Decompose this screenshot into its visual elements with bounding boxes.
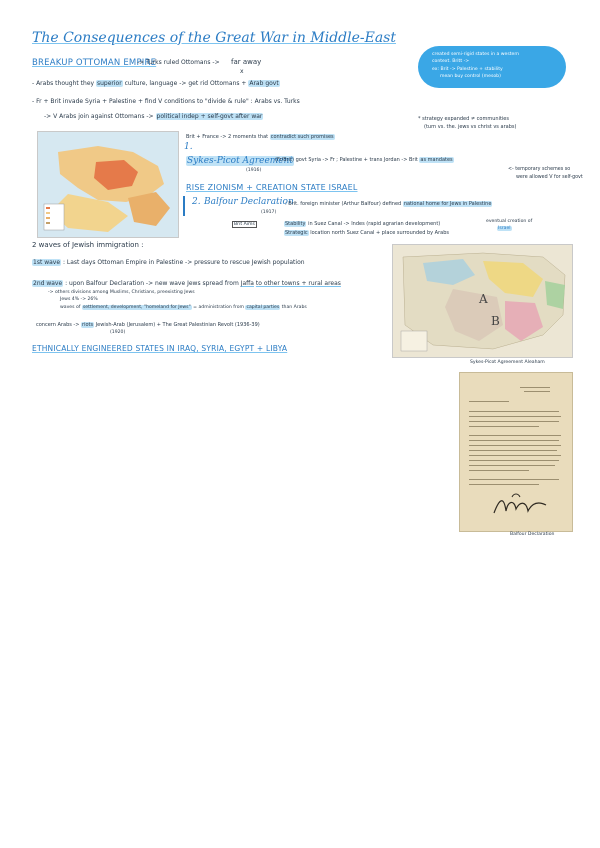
waves-sub-2: Jews 4% -> 26% [60,297,98,302]
sykes-picot-map-image [392,244,573,358]
accent-bar [183,196,185,216]
strategic-line [284,230,449,236]
highlight-arab-govt: Arab govt [249,80,279,87]
ottoman-map-graphic [38,132,178,237]
jaffa-text: Jaffa [240,280,254,287]
sykes-picot-label: Sykes-Picot Agreement [187,156,294,166]
balfour-desc [285,201,492,207]
text-span: to other towns + rural areas [255,280,341,287]
text-span: -> V Arabs join against Ottomans -> [44,113,154,120]
highlight-capital: capital parties [246,305,280,310]
waves-sub-3 [60,305,307,310]
text-span: location north Suez Canal + place surrounded by Arabs [310,230,449,236]
map-label-b: B [491,314,500,328]
highlight-indep: political indep + self-govt after war [156,113,263,120]
strategy-note-1: * strategy expanded ≠ communities [418,116,509,122]
note-bubble [418,46,566,88]
balfour-year: (1917) [261,210,277,215]
x-mark: x [240,68,244,75]
highlight-second-wave: 2nd wave [33,280,63,287]
page-title: The Consequences of the Great War in Middle-East [32,30,396,46]
strategy-note-2: (turn vs. the. jews vs christ vs arabs) [424,124,517,130]
text-span: in Suez Canal -> Indes (rapid agrarian development) [308,221,441,227]
text-span: = administration from [193,305,244,310]
text-span: than Arabs [281,305,307,310]
waves-sub-4 [36,322,260,328]
brit-aims-box: Brit Aims [234,222,255,227]
section-heading-zionism: RISE ZIONISM + CREATION STATE ISRAEL [186,183,358,192]
second-wave-line [32,280,341,287]
ottoman-arrow-text: -> Turks ruled Ottomans -> [137,59,220,66]
ottoman-line-3 [44,113,263,120]
highlight-strategic: Strategic [285,230,308,236]
sykes-year: (1916) [246,168,262,173]
text-span: culture, language -> [124,80,187,87]
ottoman-line-1 [32,80,280,87]
sykes-desc [275,157,454,163]
map-label-a: A [479,292,488,306]
first-wave-line [32,259,305,266]
balfour-letter-image [459,372,573,532]
text-span: waves of [60,305,81,310]
highlight-riots: riots [82,322,94,328]
map2-caption: Sykes-Picot Agreement Aleaham [470,360,545,365]
highlight-mandates: as mandates [420,157,453,163]
section-heading-ethnic: ETHNICALLY ENGINEERED STATES IN IRAQ, SYRIA, EGYPT + LIBYA [32,344,288,353]
highlight-superior: superior [96,80,122,87]
text-span: - Arabs thought they [32,80,95,87]
temporary-note-1: <- temporary schemes so [508,167,571,172]
text-span: (Fr/Brit) govt Syria -> Fr ; Palestine + trans Jordan -> Brit [275,157,418,163]
sykes-number: 1. [184,142,193,152]
riots-year: (1920) [110,330,126,335]
bubble-line: created semi-rigid states in a western [432,52,520,57]
text-span: Jewish-Arab (Jerusalem) [95,322,156,328]
bubble-line: ex: Brit -> Palestine + stability [432,67,503,72]
highlight-stability: Stability [285,221,306,227]
waves-heading: 2 waves of Jewish immigration : [32,241,144,249]
text-span: : upon Balfour Declaration -> new wave Jews spread from [65,280,239,287]
text-span: + The Great Palestinian Revolt [156,322,234,328]
text-span: : Last days Ottoman Empire in Palestine -> pressure to rescue Jewish population [62,259,305,266]
text-span: concern Arabs -> [36,322,80,328]
highlight-national-home: national home for Jews in Palestine [403,201,492,207]
highlight-settlement: settlement, development, "homeland for Jews" [82,305,191,310]
balfour-number: 2. [192,197,201,207]
waves-sub-1: -> others divisions among Muslims, Christians, preexisting Jews [48,290,195,295]
bubble-line: context. Britt -> [432,59,470,64]
highlight-first-wave: 1st wave [33,259,61,266]
signature-graphic [490,491,550,519]
text-span: : Brit. foreign minister (Arthur Balfour) defined [285,201,402,207]
bubble-line: mean buy control (mesob) [440,74,501,79]
highlight-contradict: contradict such promises [270,134,334,140]
letter-caption: Balfour Declaration [510,532,555,537]
section-heading-ottoman: BREAKUP OTTOMAN EMPIRE [32,58,157,68]
brit-france-note [186,134,335,140]
far-away-note: far away [231,58,262,66]
text-span: (1936-39) [234,322,260,328]
ottoman-line-2: - Fr + Brit invade Syria + Palestine + find V conditions to "divide & rule" : Arabs vs. Turks [32,98,300,105]
text-span: get rid Ottomans + [188,80,247,87]
balfour-label: Balfour Declaration [204,197,294,207]
stability-line [284,221,440,227]
temporary-note-2: were allowed V for self-govt [516,175,583,180]
ottoman-map-image [37,131,179,238]
israel-note: Israel [498,226,511,231]
sykes-picot-map-graphic [393,245,572,357]
eventual-note: eventual creation of [486,219,533,224]
text-span: Brit + France -> 2 moments that [186,134,269,140]
